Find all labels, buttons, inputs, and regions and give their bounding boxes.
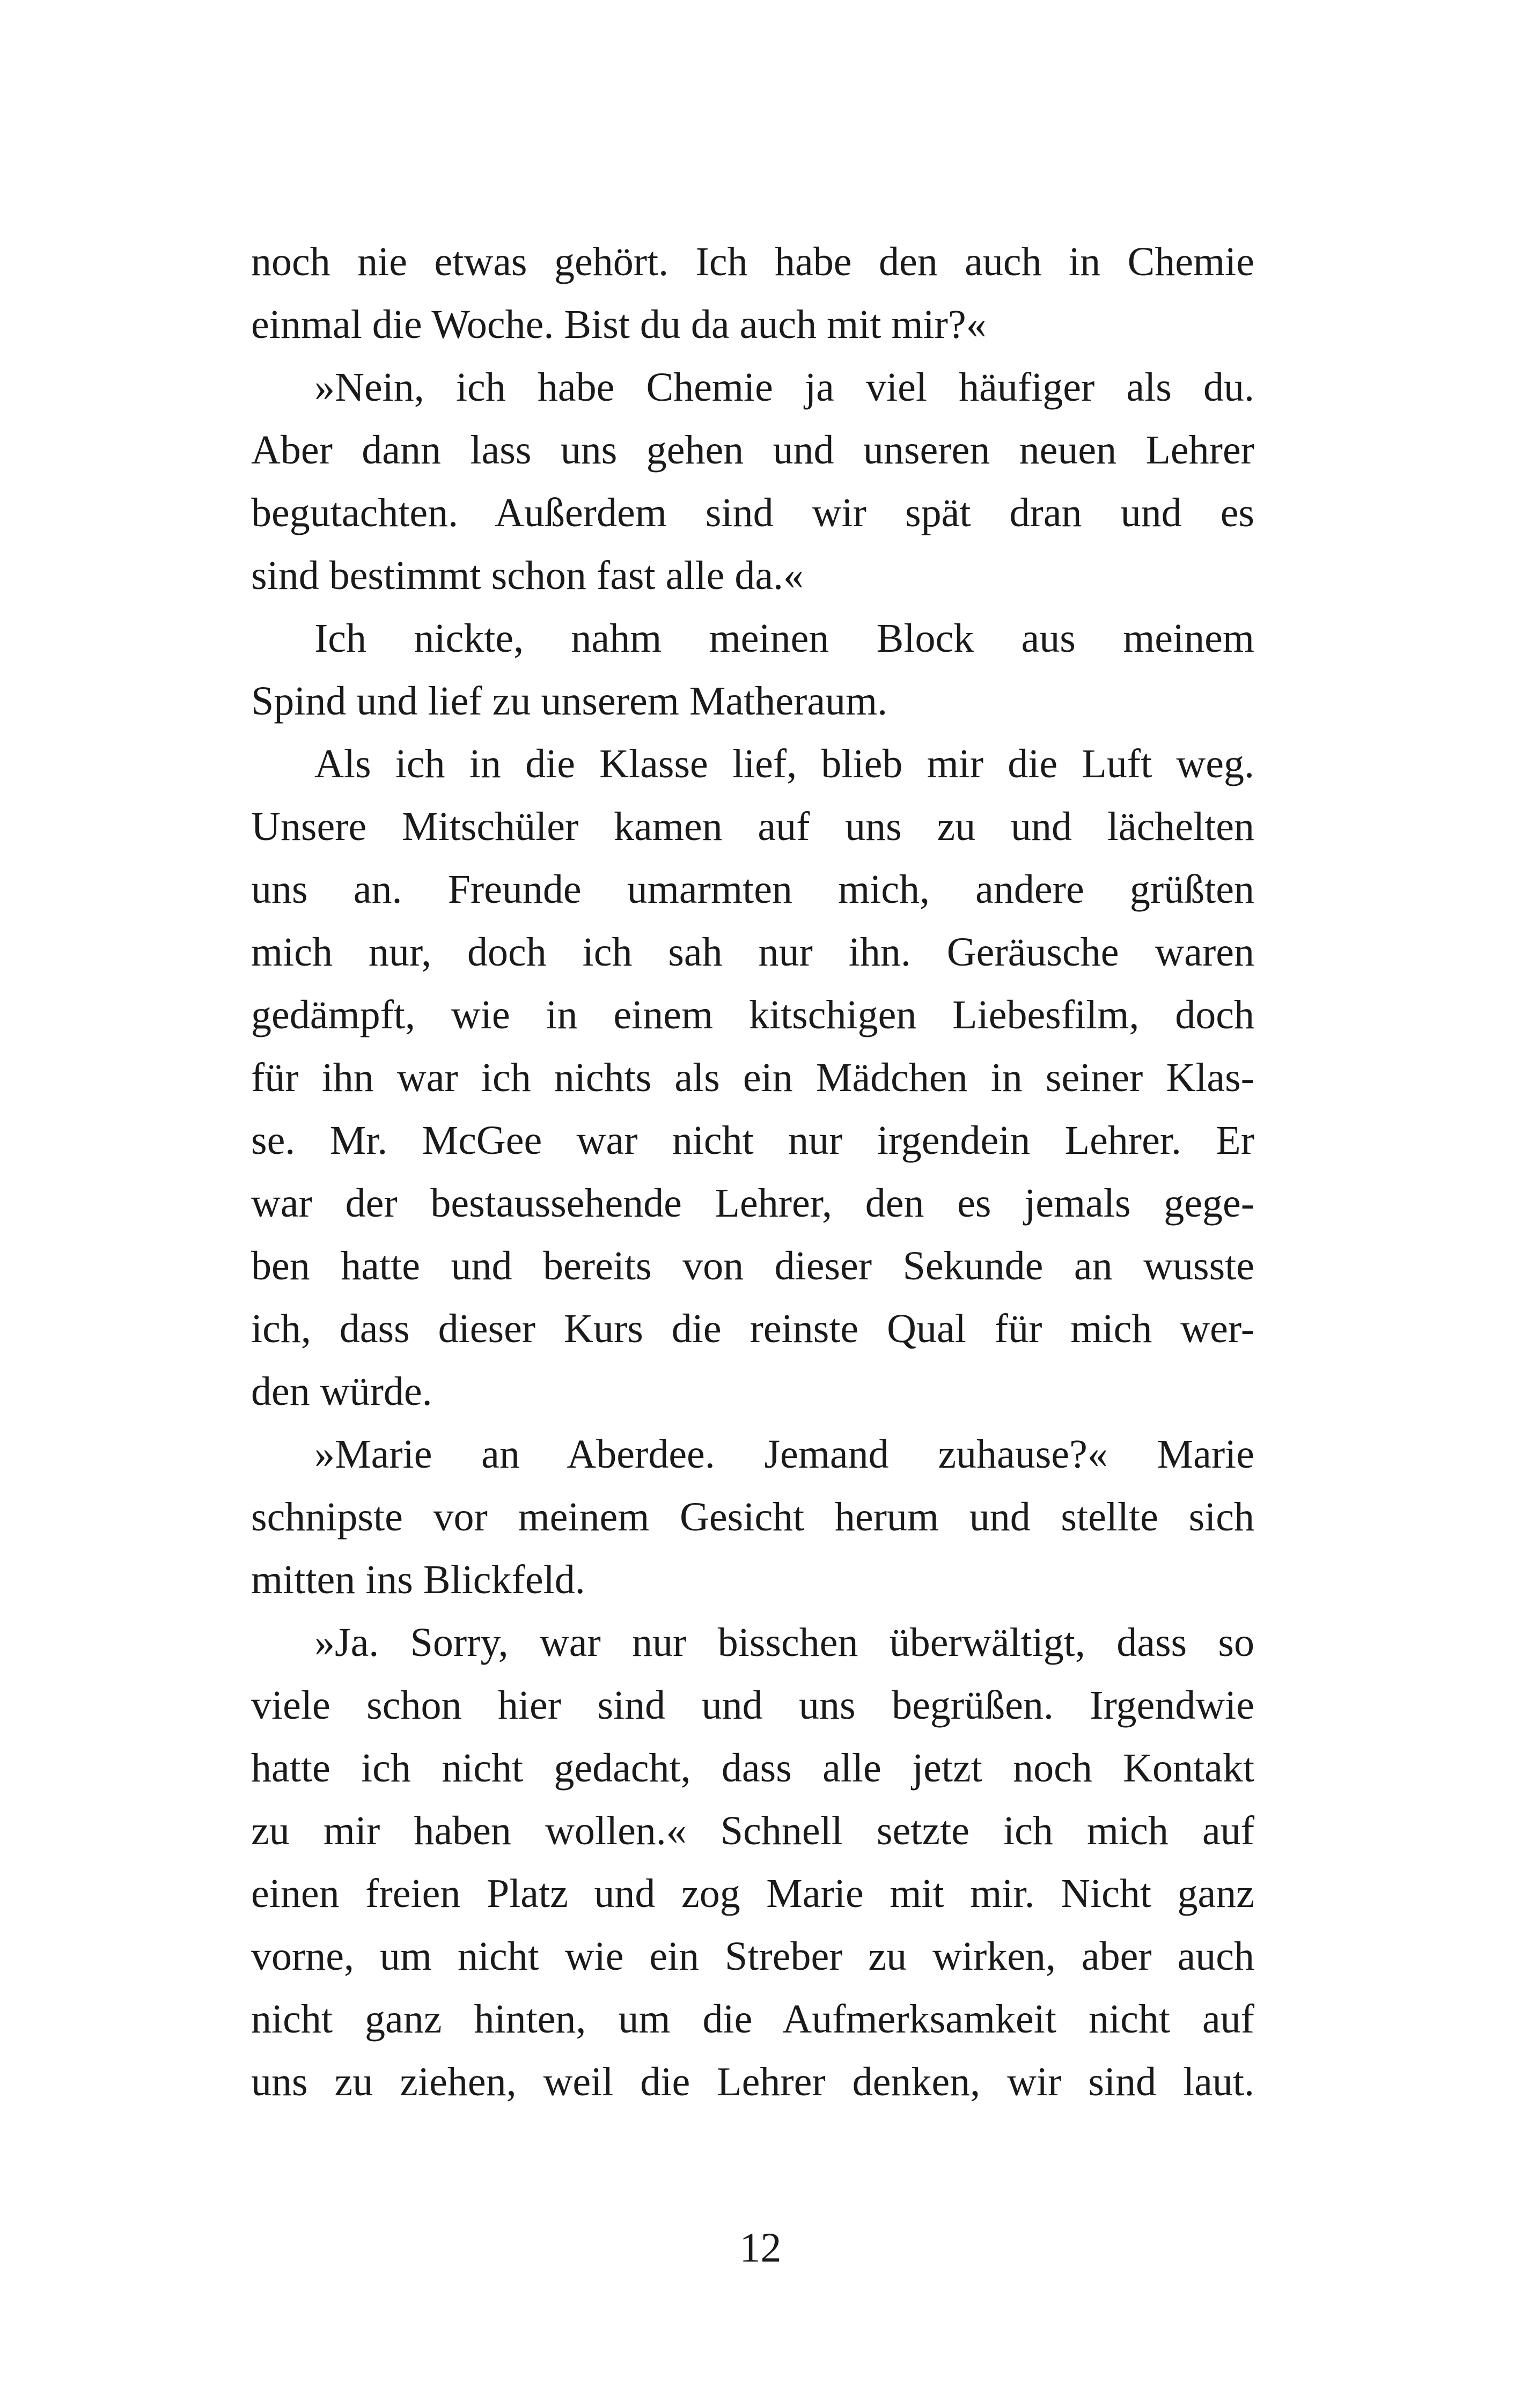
text-line: gedämpft, wie in einem kitschigen Liebesfilm, doch [251, 992, 1254, 1037]
text-line: schnipste vor meinem Gesicht herum und stellte sich [251, 1494, 1254, 1540]
text-line: Aber dann lass uns gehen und unseren neuen Lehrer [251, 428, 1254, 473]
text-line: se. Mr. McGee war nicht nur irgendein Lehrer. Er [251, 1118, 1254, 1163]
text-line: vorne, um nicht wie ein Streber zu wirken, aber auch [251, 1934, 1254, 1979]
text-line: Ich nickte, nahm meinen Block aus meinem [314, 616, 1254, 661]
paragraph [251, 1611, 1254, 2114]
paragraph [251, 607, 1254, 733]
text-line: »Ja. Sorry, war nur bisschen überwältigt, dass so [314, 1620, 1254, 1665]
text-line: Unsere Mitschüler kamen auf uns zu und lächelten [251, 804, 1254, 849]
text-line: war der bestaussehende Lehrer, den es jemals gege- [251, 1181, 1254, 1226]
text-line: sind bestimmt schon fast alle da.« [251, 553, 804, 598]
text-line: nicht ganz hinten, um die Aufmerksamkeit nicht auf [251, 1997, 1254, 2042]
text-line: »Marie an Aberdee. Jemand zuhause?« Marie [314, 1432, 1254, 1477]
text-line: mich nur, doch ich sah nur ihn. Geräusche waren [251, 930, 1254, 975]
text-line: Als ich in die Klasse lief, blieb mir die Luft weg. [314, 741, 1254, 786]
text-line: für ihn war ich nichts als ein Mädchen in seiner Klas- [251, 1055, 1254, 1100]
text-line: ben hatte und bereits von dieser Sekunde an wusste [251, 1243, 1254, 1288]
text-line: einen freien Platz und zog Marie mit mir. Nicht ganz [251, 1871, 1254, 1916]
text-line: uns zu ziehen, weil die Lehrer denken, wir sind laut. [251, 2059, 1254, 2104]
text-line: »Nein, ich habe Chemie ja viel häufiger als du. [314, 365, 1254, 410]
text-line: hatte ich nicht gedacht, dass alle jetzt noch Kontakt [251, 1746, 1254, 1791]
paragraph [251, 1423, 1254, 1611]
text-line: mitten ins Blickfeld. [251, 1557, 585, 1602]
text-line: Spind und lief zu unserem Matheraum. [251, 679, 888, 724]
page-number: 12 [739, 2224, 782, 2271]
text-line: zu mir haben wollen.« Schnell setzte ich mich auf [251, 1808, 1254, 1853]
paragraph [251, 733, 1254, 1423]
text-line: ich, dass dieser Kurs die reinste Qual für mich wer- [251, 1306, 1254, 1351]
text-line: begutachten. Außerdem sind wir spät dran und es [251, 490, 1254, 535]
text-line: uns an. Freunde umarmten mich, andere grüßten [251, 867, 1254, 912]
text-line: den würde. [251, 1369, 432, 1414]
body-text [251, 231, 1254, 2114]
text-line: viele schon hier sind und uns begrüßen. Irgendwie [251, 1683, 1254, 1728]
text-line: einmal die Woche. Bist du da auch mit mir?« [251, 302, 987, 347]
paragraph [251, 356, 1254, 607]
text-line: noch nie etwas gehört. Ich habe den auch in Chemie [251, 239, 1254, 284]
paragraph [251, 231, 1254, 356]
